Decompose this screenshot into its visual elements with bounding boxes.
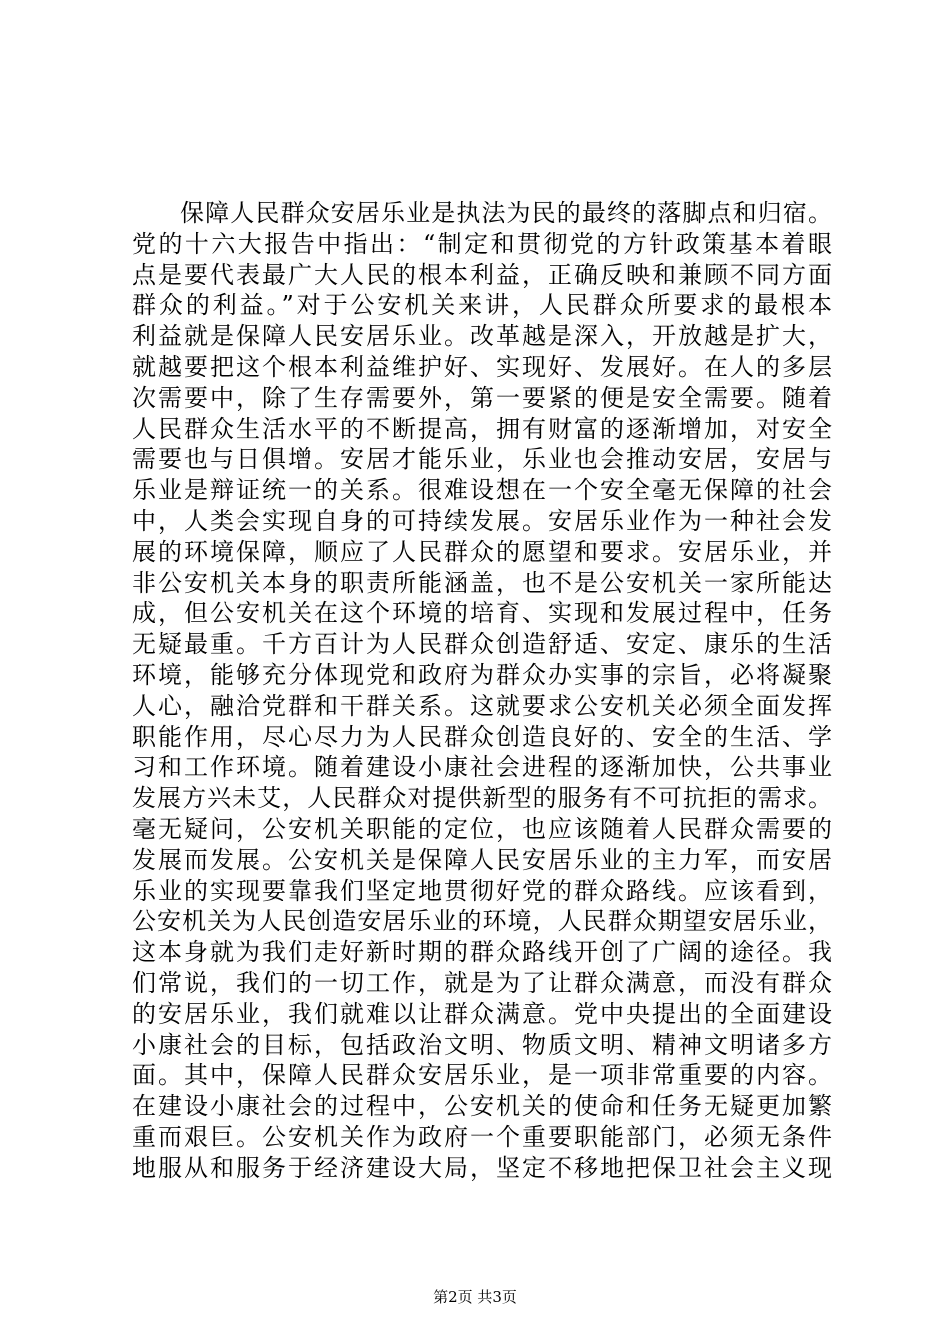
text-line: 乐业是辩证统一的关系。很难设想在一个安全毫无保障的社会 [132, 476, 832, 505]
text-line: 环境，能够充分体现党和政府为群众办实事的宗旨，必将凝聚 [132, 660, 832, 689]
text-line: 们常说，我们的一切工作，就是为了让群众满意，而没有群众 [132, 968, 832, 997]
text-line: 重而艰巨。公安机关作为政府一个重要职能部门，必须无条件 [132, 1122, 832, 1151]
text-line: 公安机关为人民创造安居乐业的环境，人民群众期望安居乐业， [132, 907, 832, 936]
text-line: 人心，融洽党群和干群关系。这就要求公安机关必须全面发挥 [132, 691, 832, 720]
text-line: 点是要代表最广大人民的根本利益，正确反映和兼顾不同方面 [132, 260, 832, 289]
text-line: 毫无疑问，公安机关职能的定位，也应该随着人民群众需要的 [132, 814, 832, 843]
body-paragraph [132, 198, 832, 1184]
page-footer [0, 1287, 950, 1307]
text-line: 中，人类会实现自身的可持续发展。安居乐业作为一种社会发 [132, 506, 832, 535]
text-line: 保障人民群众安居乐业是执法为民的最终的落脚点和归宿。 [180, 199, 832, 227]
text-line: 发展方兴未艾，人民群众对提供新型的服务有不可抗拒的需求。 [132, 784, 832, 813]
text-line: 成，但公安机关在这个环境的培育、实现和发展过程中，任务 [132, 599, 832, 628]
text-line: 非公安机关本身的职责所能涵盖，也不是公安机关一家所能达 [132, 568, 832, 597]
text-line: 习和工作环境。随着建设小康社会进程的逐渐加快，公共事业 [132, 753, 832, 782]
text-line: 的安居乐业，我们就难以让群众满意。党中央提出的全面建设 [132, 999, 832, 1028]
text-line: 面。其中，保障人民群众安居乐业，是一项非常重要的内容。 [132, 1061, 832, 1090]
text-line: 地服从和服务于经济建设大局，坚定不移地把保卫社会主义现 [132, 1153, 832, 1182]
text-line: 需要也与日俱增。安居才能乐业，乐业也会推动安居，安居与 [132, 445, 832, 474]
text-line: 这本身就为我们走好新时期的群众路线开创了广阔的途径。我 [132, 938, 832, 967]
text-line: 党的十六大报告中指出：“制定和贯彻党的方针政策基本着眼 [132, 229, 832, 258]
text-line: 人民群众生活水平的不断提高，拥有财富的逐渐增加，对安全 [132, 414, 832, 443]
text-line: 利益就是保障人民安居乐业。改革越是深入，开放越是扩大， [132, 322, 832, 351]
text-line: 在建设小康社会的过程中，公安机关的使命和任务无疑更加繁 [132, 1092, 832, 1121]
text-line: 发展而发展。公安机关是保障人民安居乐业的主力军，而安居 [132, 845, 832, 874]
page-number-label: 第2页 共3页 [433, 1288, 517, 1306]
text-line: 无疑最重。千方百计为人民群众创造舒适、安定、康乐的生活 [132, 630, 832, 659]
text-line: 乐业的实现要靠我们坚定地贯彻好党的群众路线。应该看到， [132, 876, 832, 905]
text-line: 小康社会的目标，包括政治文明、物质文明、精神文明诸多方 [132, 1030, 832, 1059]
text-line: 次需要中，除了生存需要外，第一要紧的便是安全需要。随着 [132, 383, 832, 412]
text-line: 就越要把这个根本利益维护好、实现好、发展好。在人的多层 [132, 352, 832, 381]
text-line: 展的环境保障，顺应了人民群众的愿望和要求。安居乐业，并 [132, 537, 832, 566]
text-line: 群众的利益。”对于公安机关来讲，人民群众所要求的最根本 [132, 291, 832, 320]
text-line: 职能作用，尽心尽力为人民群众创造良好的、安全的生活、学 [132, 722, 832, 751]
